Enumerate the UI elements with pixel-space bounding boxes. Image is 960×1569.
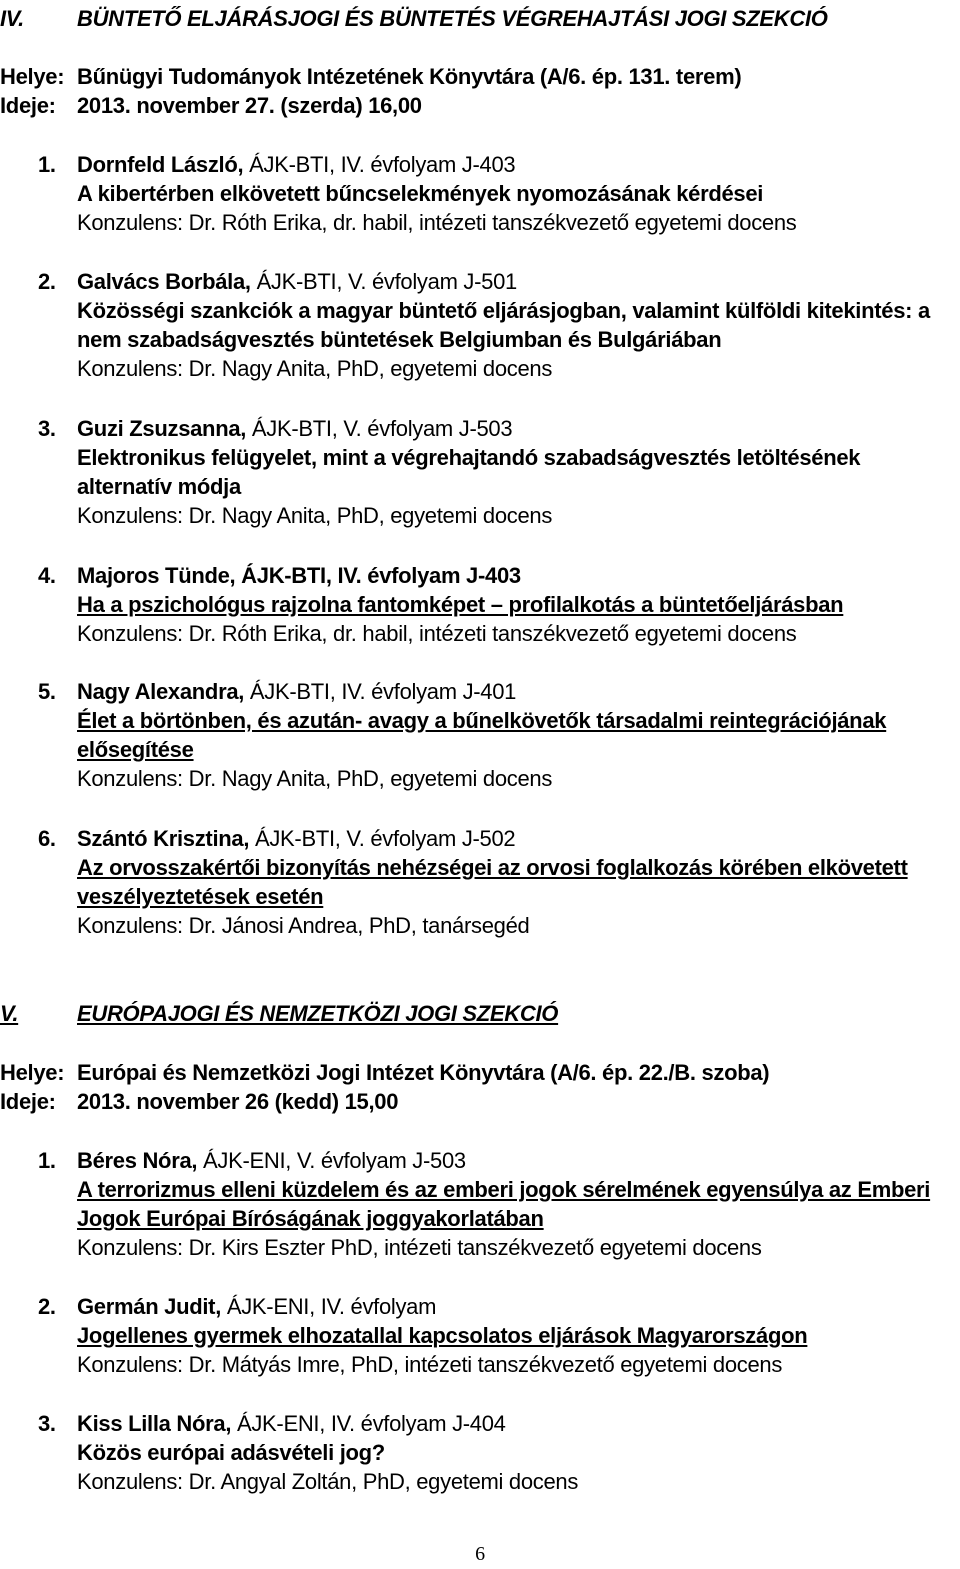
time-row <box>0 1087 960 1116</box>
student-info: ÁJK-BTI, V. évfolyam J-501 <box>256 269 517 294</box>
section-heading <box>0 4 960 33</box>
student-info: ÁJK-BTI, V. évfolyam J-503 <box>251 416 513 441</box>
section-number: V. <box>0 1001 19 1026</box>
student-name: Majoros Tünde, ÁJK-BTI, IV. évfolyam J-403 <box>77 563 521 588</box>
item-number: 1. <box>38 152 56 177</box>
consultant: Konzulens: Dr. Róth Erika, dr. habil, intézeti tanszékvezető egyetemi docens <box>77 210 797 235</box>
place-row <box>0 62 960 91</box>
time-row <box>0 91 960 120</box>
item-number: 4. <box>38 563 56 588</box>
thesis-title: Jogellenes gyermek elhozatallal kapcsolatos eljárások Magyarországon <box>77 1323 808 1348</box>
student-name: Galvács Borbála, <box>77 269 251 294</box>
thesis-title: A terrorizmus elleni küzdelem és az emberi jogok sérelmének egyensúlya az Emberi Jogok Európai Bíróságának joggyakorlatában <box>77 1177 931 1231</box>
place-label: Helye: <box>0 64 65 89</box>
consultant: Konzulens: Dr. Nagy Anita, PhD, egyetemi docens <box>77 766 553 791</box>
time-value: 2013. november 26 (kedd) 15,00 <box>77 1089 399 1114</box>
student-info: ÁJK-ENI, V. évfolyam J-503 <box>203 1148 466 1173</box>
thesis-title: Az orvosszakértői bizonyítás nehézségei az orvosi foglalkozás körében elkövetett veszélyeztetések esetén <box>77 855 908 909</box>
student-info: ÁJK-BTI, IV. évfolyam J-401 <box>249 679 517 704</box>
consultant: Konzulens: Dr. Angyal Zoltán, PhD, egyetemi docens <box>77 1469 579 1494</box>
list-item <box>0 150 960 237</box>
page-number: 6 <box>475 1543 485 1565</box>
thesis-title: Elektronikus felügyelet, mint a végrehajtandó szabadságvesztés letöltésének alternatív módja <box>77 445 861 499</box>
thesis-title: A kibertérben elkövetett bűncselekmények nyomozásának kérdései <box>77 181 764 206</box>
thesis-title: Közösségi szankciók a magyar büntető eljárásjogban, valamint külföldi kitekintés: a nem szabadságvesztés büntetések Belgiumban és Bulgáriában <box>77 298 930 352</box>
item-number: 6. <box>38 826 56 851</box>
item-number: 2. <box>38 269 56 294</box>
consultant: Konzulens: Dr. Mátyás Imre, PhD, intézeti tanszékvezető egyetemi docens <box>77 1352 783 1377</box>
student-info: ÁJK-ENI, IV. évfolyam <box>226 1294 437 1319</box>
item-number: 1. <box>38 1148 56 1173</box>
list-item <box>0 824 960 940</box>
student-name: Guzi Zsuzsanna, <box>77 416 247 441</box>
thesis-title: Ha a pszichológus rajzolna fantomképet – profilalkotás a büntetőeljárásban <box>77 592 844 617</box>
item-number: 5. <box>38 679 56 704</box>
student-info: ÁJK-BTI, IV. évfolyam J-403 <box>249 152 516 177</box>
list-item <box>0 1409 960 1496</box>
time-value: 2013. november 27. (szerda) 16,00 <box>77 93 422 118</box>
place-value: Európai és Nemzetközi Jogi Intézet Könyvtára (A/6. ép. 22./B. szoba) <box>77 1060 770 1085</box>
student-name: Béres Nóra, <box>77 1148 198 1173</box>
list-item <box>0 677 960 793</box>
student-name: Nagy Alexandra, <box>77 679 245 704</box>
time-label: Ideje: <box>0 93 56 118</box>
student-info: ÁJK-BTI, V. évfolyam J-502 <box>254 826 516 851</box>
place-label: Helye: <box>0 1060 65 1085</box>
student-info: ÁJK-ENI, IV. évfolyam J-404 <box>236 1411 506 1436</box>
list-item <box>0 561 960 648</box>
consultant: Konzulens: Dr. Nagy Anita, PhD, egyetemi docens <box>77 503 553 528</box>
section-number: IV. <box>0 6 24 31</box>
section-heading <box>0 999 960 1028</box>
time-label: Ideje: <box>0 1089 56 1114</box>
item-number: 3. <box>38 1411 56 1436</box>
consultant: Konzulens: Dr. Kirs Eszter PhD, intézeti tanszékvezető egyetemi docens <box>77 1235 762 1260</box>
item-number: 3. <box>38 416 56 441</box>
list-item <box>0 267 960 383</box>
consultant: Konzulens: Dr. Róth Erika, dr. habil, intézeti tanszékvezető egyetemi docens <box>77 621 797 646</box>
thesis-title: Közös európai adásvételi jog? <box>77 1440 385 1465</box>
section-title: BÜNTETŐ ELJÁRÁSJOGI ÉS BÜNTETÉS VÉGREHAJTÁSI JOGI SZEKCIÓ <box>77 6 828 31</box>
place-value: Bűnügyi Tudományok Intézetének Könyvtára (A/6. ép. 131. terem) <box>77 64 742 89</box>
place-row <box>0 1058 960 1087</box>
thesis-title: Élet a börtönben, és azután- avagy a bűnelkövetők társadalmi reintegrációjának elősegítése <box>77 708 887 762</box>
student-name: Dornfeld László, <box>77 152 244 177</box>
consultant: Konzulens: Dr. Nagy Anita, PhD, egyetemi docens <box>77 356 553 381</box>
item-number: 2. <box>38 1294 56 1319</box>
list-item <box>0 1292 960 1379</box>
student-name: Kiss Lilla Nóra, <box>77 1411 232 1436</box>
student-name: Germán Judit, <box>77 1294 222 1319</box>
list-item <box>0 414 960 530</box>
section-title: EURÓPAJOGI ÉS NEMZETKÖZI JOGI SZEKCIÓ <box>77 1001 559 1026</box>
list-item <box>0 1146 960 1262</box>
student-name: Szántó Krisztina, <box>77 826 250 851</box>
consultant: Konzulens: Dr. Jánosi Andrea, PhD, tanársegéd <box>77 913 530 938</box>
